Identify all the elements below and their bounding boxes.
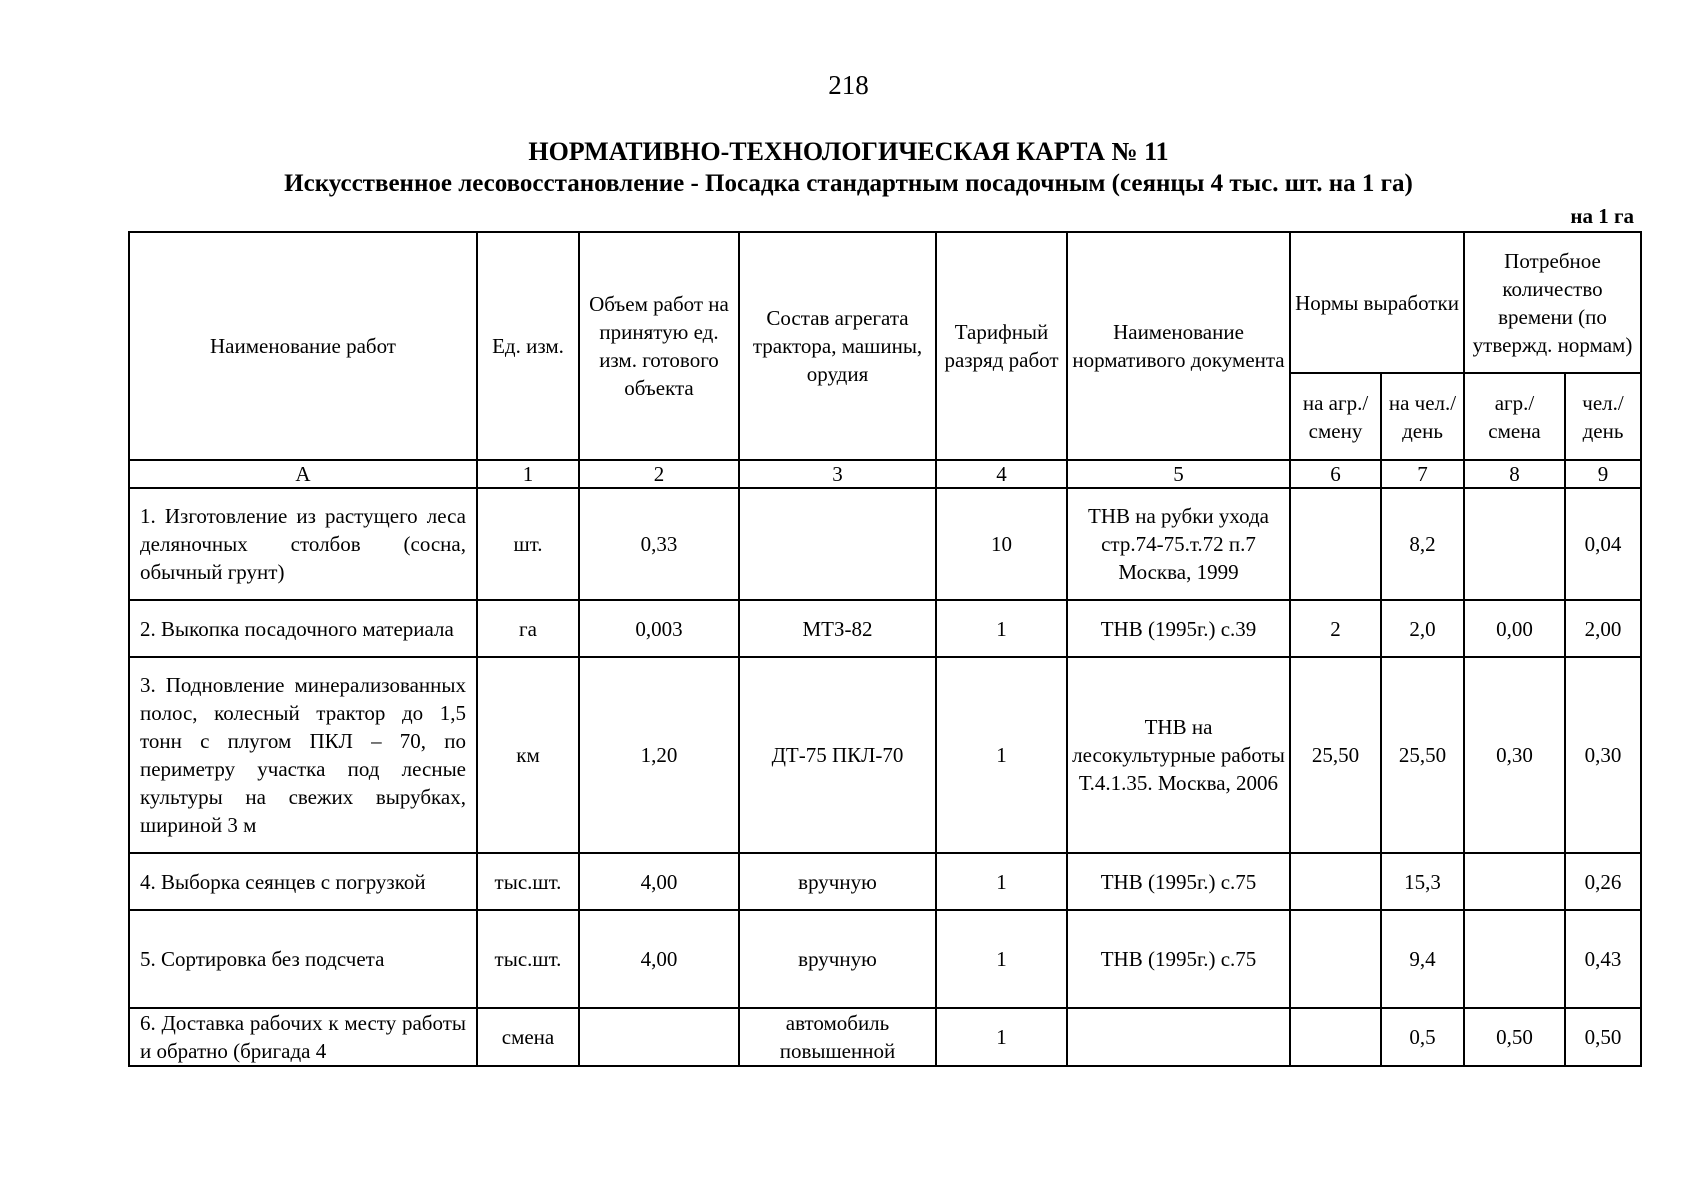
unit-cell: шт. <box>477 488 579 600</box>
time-agr-cell: 0,50 <box>1464 1008 1565 1066</box>
unit-cell: тыс.шт. <box>477 853 579 910</box>
header-document: Наименование нормативого документа <box>1067 232 1290 460</box>
table-row <box>129 600 1641 657</box>
column-index: А <box>129 460 477 488</box>
composition-cell: вручную <box>739 910 936 1008</box>
time-agr-cell: 0,00 <box>1464 600 1565 657</box>
time-person-cell: 0,04 <box>1565 488 1641 600</box>
norm-agr-cell <box>1290 1008 1381 1066</box>
table-row <box>129 488 1641 600</box>
header-work-name: Наименование работ <box>129 232 477 460</box>
volume-cell: 1,20 <box>579 657 739 853</box>
time-agr-cell <box>1464 853 1565 910</box>
time-person-cell: 0,26 <box>1565 853 1641 910</box>
time-agr-cell <box>1464 488 1565 600</box>
norm-person-cell: 9,4 <box>1381 910 1464 1008</box>
work-name: 1. Изготовление из растущего леса деляночных столбов (сосна, обычный грунт) <box>129 488 477 600</box>
volume-cell: 4,00 <box>579 853 739 910</box>
norm-agr-cell: 2 <box>1290 600 1381 657</box>
norm-agr-cell <box>1290 488 1381 600</box>
document-cell: ТНВ на рубки ухода стр.74-75.т.72 п.7 Москва, 1999 <box>1067 488 1290 600</box>
header-tariff: Тарифный разряд работ <box>936 232 1067 460</box>
header-norms: Нормы выработки <box>1290 232 1464 373</box>
document-cell: ТНВ на лесокультурные работы Т.4.1.35. Москва, 2006 <box>1067 657 1290 853</box>
header-norm-per-unit: на агр./ смену <box>1290 373 1381 460</box>
unit-note: на 1 га <box>1570 204 1634 228</box>
page-number: 218 <box>828 70 869 100</box>
header-time-person: чел./ день <box>1565 373 1641 460</box>
column-index: 1 <box>477 460 579 488</box>
header-norm-per-person: на чел./ день <box>1381 373 1464 460</box>
unit-cell: га <box>477 600 579 657</box>
document-cell: ТНВ (1995г.) с.75 <box>1067 910 1290 1008</box>
tariff-cell: 1 <box>936 1008 1067 1066</box>
composition-cell: ДТ-75 ПКЛ-70 <box>739 657 936 853</box>
work-name: 3. Подновление минерализованных полос, колесный трактор до 1,5 тонн с плугом ПКЛ – 70, по периметру участка под лесные культуры на свежих вырубках, шириной 3 м <box>129 657 477 853</box>
composition-cell <box>739 488 936 600</box>
header-row <box>129 232 1641 373</box>
norm-agr-cell <box>1290 910 1381 1008</box>
composition-cell: автомобиль повышенной <box>739 1008 936 1066</box>
norm-person-cell: 2,0 <box>1381 600 1464 657</box>
volume-cell: 0,003 <box>579 600 739 657</box>
norm-person-cell: 8,2 <box>1381 488 1464 600</box>
column-index: 5 <box>1067 460 1290 488</box>
work-name: 6. Доставка рабочих к месту работы и обратно (бригада 4 <box>129 1008 477 1066</box>
tariff-cell: 1 <box>936 657 1067 853</box>
document-cell: ТНВ (1995г.) с.75 <box>1067 853 1290 910</box>
header-time-agr: агр./ смена <box>1464 373 1565 460</box>
time-agr-cell <box>1464 910 1565 1008</box>
header-volume: Объем работ на принятую ед. изм. готового объекта <box>579 232 739 460</box>
tariff-cell: 10 <box>936 488 1067 600</box>
document-title: НОРМАТИВНО-ТЕХНОЛОГИЧЕСКАЯ КАРТА № 11 <box>528 137 1169 166</box>
norm-person-cell: 15,3 <box>1381 853 1464 910</box>
norm-person-cell: 0,5 <box>1381 1008 1464 1066</box>
column-index: 6 <box>1290 460 1381 488</box>
table-row <box>129 910 1641 1008</box>
norm-person-cell: 25,50 <box>1381 657 1464 853</box>
technology-card-table <box>128 231 1642 1067</box>
work-name: 5. Сортировка без подсчета <box>129 910 477 1008</box>
volume-cell <box>579 1008 739 1066</box>
unit-cell: км <box>477 657 579 853</box>
column-index: 7 <box>1381 460 1464 488</box>
time-person-cell: 0,30 <box>1565 657 1641 853</box>
table-row <box>129 853 1641 910</box>
header-unit: Ед. изм. <box>477 232 579 460</box>
volume-cell: 0,33 <box>579 488 739 600</box>
column-index: 9 <box>1565 460 1641 488</box>
time-person-cell: 2,00 <box>1565 600 1641 657</box>
composition-cell: МТЗ-82 <box>739 600 936 657</box>
unit-cell: смена <box>477 1008 579 1066</box>
table-row <box>129 1008 1641 1066</box>
time-person-cell: 0,50 <box>1565 1008 1641 1066</box>
unit-cell: тыс.шт. <box>477 910 579 1008</box>
column-index: 8 <box>1464 460 1565 488</box>
work-name: 2. Выкопка посадочного материала <box>129 600 477 657</box>
norm-agr-cell <box>1290 853 1381 910</box>
document-cell: ТНВ (1995г.) с.39 <box>1067 600 1290 657</box>
header-composition: Состав агрегата трактора, машины, орудия <box>739 232 936 460</box>
column-index: 2 <box>579 460 739 488</box>
norm-agr-cell: 25,50 <box>1290 657 1381 853</box>
header-time-required: Потребное количество времени (по утвержд. нормам) <box>1464 232 1641 373</box>
time-agr-cell: 0,30 <box>1464 657 1565 853</box>
column-index-row <box>129 460 1641 488</box>
tariff-cell: 1 <box>936 853 1067 910</box>
work-name: 4. Выборка сеянцев с погрузкой <box>129 853 477 910</box>
composition-cell: вручную <box>739 853 936 910</box>
document-cell <box>1067 1008 1290 1066</box>
tariff-cell: 1 <box>936 600 1067 657</box>
table-row <box>129 657 1641 853</box>
column-index: 3 <box>739 460 936 488</box>
document-subtitle: Искусственное лесовосстановление - Посадка стандартным посадочным (сеянцы 4 тыс. шт. на 1 га) <box>284 170 1413 197</box>
tariff-cell: 1 <box>936 910 1067 1008</box>
volume-cell: 4,00 <box>579 910 739 1008</box>
time-person-cell: 0,43 <box>1565 910 1641 1008</box>
column-index: 4 <box>936 460 1067 488</box>
